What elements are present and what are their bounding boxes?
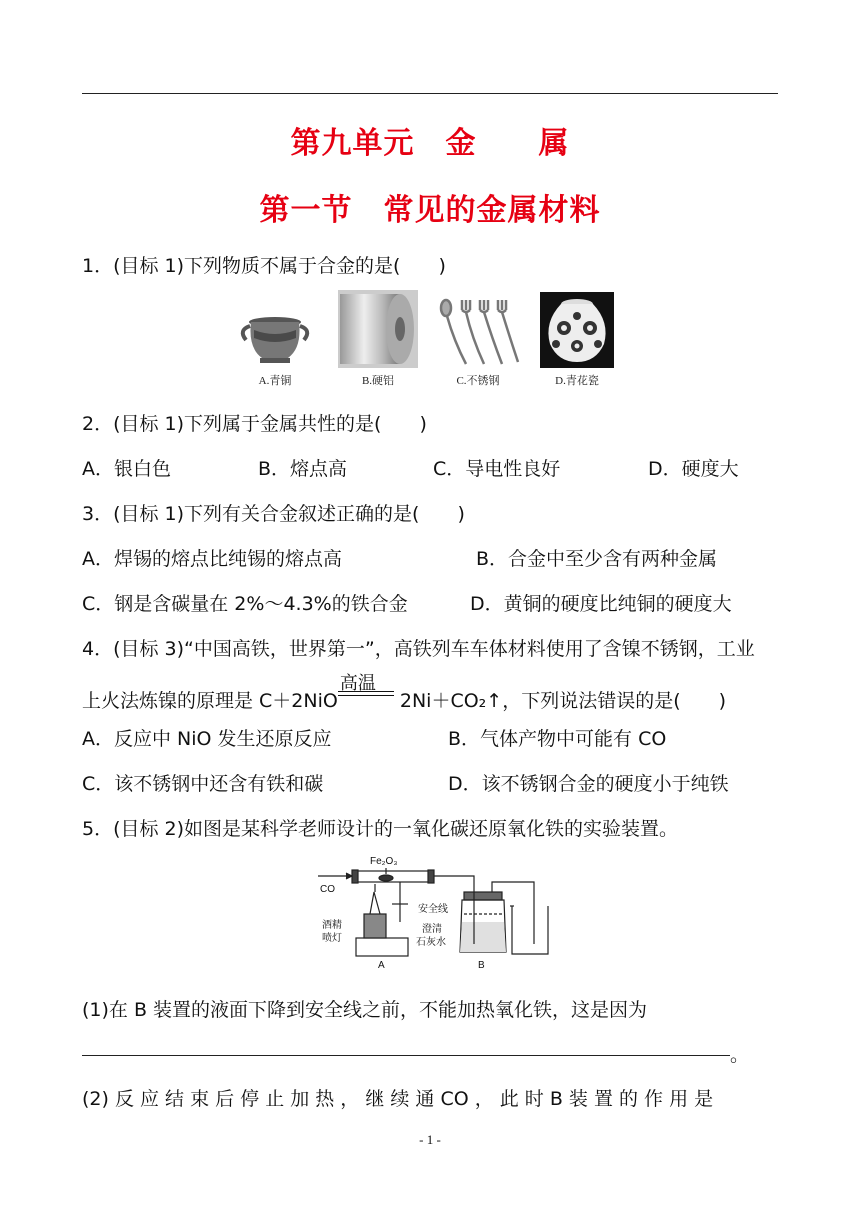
q2-option-a: A．银白色 (82, 458, 171, 480)
q4-option-b: B．气体产物中可能有 CO (448, 728, 667, 750)
page-number: - 1 - (419, 1132, 441, 1147)
label-safety-line: 安全线 (418, 904, 448, 915)
question-4-stem-line1: 4．(目标 3)“中国高铁，世界第一”，高铁列车车体材料使用了含镍不锈钢，工业 (82, 638, 755, 660)
caption-d: D.青花瓷 (555, 375, 599, 387)
caption-b: B.硬铝 (361, 375, 395, 387)
unit-title: 第九单元 金 属 (290, 126, 570, 161)
label-lamp-2: 喷灯 (322, 933, 342, 944)
porcelain-jar-image (540, 292, 614, 368)
caption-c: C.不锈钢 (456, 375, 500, 387)
q2-option-c: C．导电性良好 (433, 458, 561, 480)
question-3-stem: 3．(目标 1)下列有关合金叙述正确的是( ) (82, 503, 465, 525)
label-b: B (478, 960, 485, 970)
stainless-cutlery-image (436, 296, 520, 368)
q4-equation-right: 2Ni＋CO₂↑，下列说法错误的是( ) (393, 690, 727, 712)
question-2-stem: 2．(目标 1)下列属于金属共性的是( ) (82, 413, 427, 435)
label-fe2o3: Fe₂O₃ (370, 856, 398, 867)
q3-option-a: A．焊锡的熔点比纯锡的熔点高 (82, 548, 342, 570)
header-rule (82, 93, 778, 94)
label-a: A (378, 960, 385, 970)
label-lamp-1: 酒精 (322, 920, 342, 931)
answer-blank-line (82, 1055, 730, 1056)
experiment-apparatus-diagram (312, 852, 562, 970)
question-5-sub2: (2) 反 应 结 束 后 停 止 加 热 ， 继 续 通 CO ， 此 时 B 装 置 的 作 用 是 (82, 1088, 714, 1110)
reaction-condition: 高温 (339, 673, 376, 694)
q2-option-b: B．熔点高 (258, 458, 348, 480)
q4-option-c: C．该不锈钢中还含有铁和碳 (82, 773, 324, 795)
label-co: CO (320, 884, 335, 895)
question-5-stem: 5．(目标 2)如图是某科学老师设计的一氧化碳还原氧化铁的实验装置。 (82, 818, 679, 840)
q4-option-d: D．该不锈钢合金的硬度小于纯铁 (448, 773, 729, 795)
question-5-sub1: (1)在 B 装置的液面下降到安全线之前，不能加热氧化铁，这是因为 (82, 999, 648, 1021)
q3-option-b: B．合金中至少含有两种金属 (476, 548, 718, 570)
label-limewater-1: 澄清 (422, 924, 442, 935)
bronze-vessel-image (236, 308, 314, 368)
q2-option-d: D．硬度大 (648, 458, 739, 480)
q4-option-a: A．反应中 NiO 发生还原反应 (82, 728, 332, 750)
caption-a: A.青铜 (258, 375, 292, 387)
question-4-stem-line2 (82, 673, 727, 713)
q3-option-c: C．钢是含碳量在 2%～4.3%的铁合金 (82, 593, 408, 615)
question-1-stem: 1．(目标 1)下列物质不属于合金的是( ) (82, 255, 446, 277)
q4-equation-left: 上火法炼镍的原理是 C＋2NiO (82, 690, 338, 712)
sub1-period: 。 (730, 1044, 750, 1066)
label-limewater-2: 石灰水 (416, 937, 446, 948)
reaction-arrow (338, 673, 394, 707)
q3-option-d: D．黄铜的硬度比纯铜的硬度大 (470, 593, 732, 615)
section-title: 第一节 常见的金属材料 (259, 193, 601, 228)
aluminum-roll-image (338, 290, 418, 368)
